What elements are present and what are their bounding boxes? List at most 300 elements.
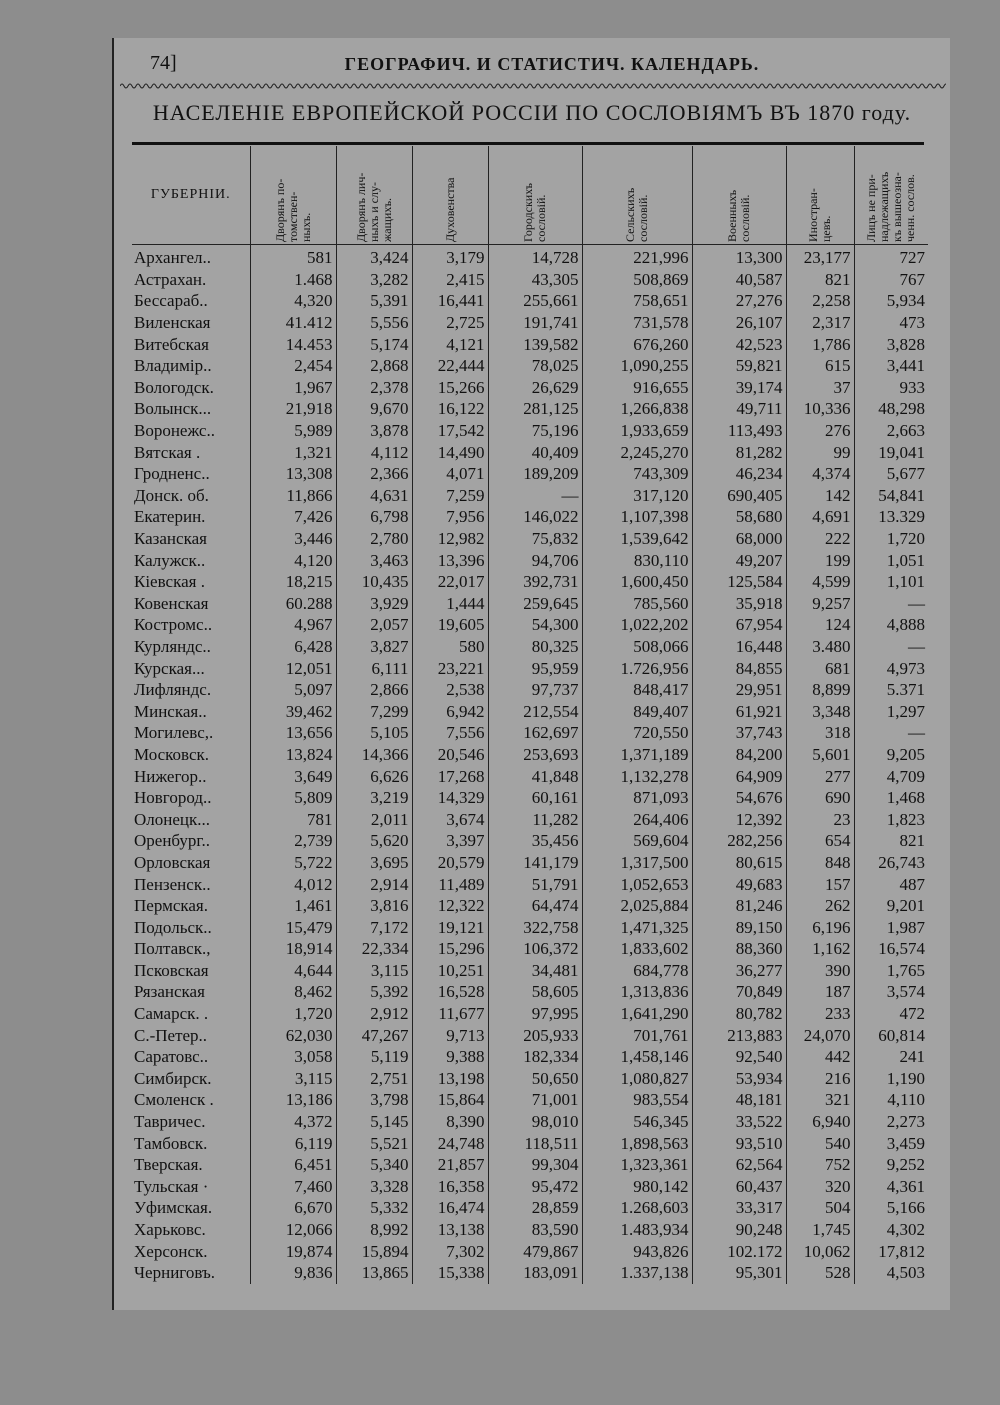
table-cell: 29,951 <box>692 679 786 701</box>
column-header-label: Военныхъ сословій. <box>725 189 752 242</box>
table-cell: 49,683 <box>692 873 786 895</box>
province-name: Кіевская . <box>134 572 205 592</box>
province-name: Калужск.. <box>134 550 206 570</box>
table-cell: 1,132,278 <box>582 765 692 787</box>
table-row <box>132 808 928 830</box>
table-cell: 70,849 <box>692 981 786 1003</box>
table-cell: 5,391 <box>336 290 412 312</box>
table-cell: 2,866 <box>336 679 412 701</box>
table-cell: 7,426 <box>250 506 336 528</box>
table-cell: — <box>854 722 928 744</box>
province-name: Вологодск. <box>134 377 214 397</box>
table-cell: 7,259 <box>412 485 488 507</box>
table-cell: 731,578 <box>582 312 692 334</box>
table-cell: 6,798 <box>336 506 412 528</box>
table-cell: 80,325 <box>488 636 582 658</box>
table-cell: 14,490 <box>412 441 488 463</box>
table-cell: 2,025,884 <box>582 895 692 917</box>
table-cell: 6,428 <box>250 636 336 658</box>
table-cell: 12,066 <box>250 1219 336 1241</box>
table-cell: 3,446 <box>250 528 336 550</box>
table-cell: 98,010 <box>488 1111 582 1133</box>
table-row <box>132 1176 928 1198</box>
table-cell: 191,741 <box>488 312 582 334</box>
table-cell: 5,119 <box>336 1046 412 1068</box>
table-cell: 580 <box>412 636 488 658</box>
table-cell: 4,361 <box>854 1176 928 1198</box>
table-cell: 12,982 <box>412 528 488 550</box>
table-cell: 785,560 <box>582 593 692 615</box>
table-row <box>132 245 928 269</box>
table-cell: 22,334 <box>336 938 412 960</box>
table-cell: 53,934 <box>692 1068 786 1090</box>
table-cell: 2,273 <box>854 1111 928 1133</box>
table-cell: 51,791 <box>488 873 582 895</box>
table-cell: 33,317 <box>692 1197 786 1219</box>
running-head: ГЕОГРАФИЧ. И СТАТИСТИЧ. КАЛЕНДАРЬ. <box>344 54 760 74</box>
table-cell: 1,461 <box>250 895 336 917</box>
table-cell: 64,474 <box>488 895 582 917</box>
table-cell: 2,378 <box>336 377 412 399</box>
table-row <box>132 506 928 528</box>
table-row <box>132 1262 928 1284</box>
table-cell: 1,458,146 <box>582 1046 692 1068</box>
table-row <box>132 398 928 420</box>
province-name: Бессараб.. <box>134 291 208 311</box>
table-cell: 3.480 <box>786 636 854 658</box>
table-cell: 39,462 <box>250 700 336 722</box>
table-cell: 6,196 <box>786 916 854 938</box>
table-cell: 26,107 <box>692 312 786 334</box>
table-cell: 13,198 <box>412 1068 488 1090</box>
table-row <box>132 593 928 615</box>
table-cell: 4,644 <box>250 960 336 982</box>
table-cell: 241 <box>854 1046 928 1068</box>
table-cell: 19,874 <box>250 1240 336 1262</box>
table-cell: 84,855 <box>692 657 786 679</box>
table-cell: 9,201 <box>854 895 928 917</box>
table-cell: 12,322 <box>412 895 488 917</box>
table-cell: 540 <box>786 1132 854 1154</box>
table-cell: 262 <box>786 895 854 917</box>
table-cell: 89,150 <box>692 916 786 938</box>
table-row <box>132 1240 928 1262</box>
province-name: Казанская <box>134 529 207 549</box>
province-name: Виленская <box>134 313 211 333</box>
table-cell: 139,582 <box>488 333 582 355</box>
table-cell: 7,556 <box>412 722 488 744</box>
table-cell: 9,713 <box>412 1024 488 1046</box>
table-cell: 221,996 <box>582 245 692 269</box>
table-cell: 830,110 <box>582 549 692 571</box>
table-cell: 701,761 <box>582 1024 692 1046</box>
province-name: Тульская · <box>134 1176 209 1196</box>
table-cell: 18,215 <box>250 571 336 593</box>
table-cell: 1,539,642 <box>582 528 692 550</box>
table-cell: 4,112 <box>336 441 412 463</box>
table-cell: 15,338 <box>412 1262 488 1284</box>
table-cell: 13.329 <box>854 506 928 528</box>
table-cell: 4,599 <box>786 571 854 593</box>
table-cell: 1,317,500 <box>582 852 692 874</box>
table-row <box>132 636 928 658</box>
table-header-row <box>132 146 928 245</box>
table-cell: 1,987 <box>854 916 928 938</box>
table-cell: 1,823 <box>854 808 928 830</box>
table-cell: 508,066 <box>582 636 692 658</box>
table-cell: 64,909 <box>692 765 786 787</box>
table-cell: 4,967 <box>250 614 336 636</box>
table-cell: 6,111 <box>336 657 412 679</box>
table-cell: 2,663 <box>854 420 928 442</box>
table-cell: 102.172 <box>692 1240 786 1262</box>
table-cell: 233 <box>786 1003 854 1025</box>
table-cell: 2,454 <box>250 355 336 377</box>
table-cell: 222 <box>786 528 854 550</box>
table-cell: 3,827 <box>336 636 412 658</box>
table-cell: 58,680 <box>692 506 786 528</box>
table-cell: 14.453 <box>250 333 336 355</box>
table-cell: 54,676 <box>692 787 786 809</box>
table-cell: 1,162 <box>786 938 854 960</box>
table-cell: 1,745 <box>786 1219 854 1241</box>
table-cell: 5,174 <box>336 333 412 355</box>
table-cell: 727 <box>854 245 928 269</box>
table-cell: 14,728 <box>488 245 582 269</box>
table-cell: 4,302 <box>854 1219 928 1241</box>
table-cell: 49,207 <box>692 549 786 571</box>
table-cell: 118,511 <box>488 1132 582 1154</box>
book-page <box>112 38 950 1310</box>
table-cell: 1,471,325 <box>582 916 692 938</box>
table-cell: 1,967 <box>250 377 336 399</box>
table-cell: 3,798 <box>336 1089 412 1111</box>
population-table <box>132 146 928 1284</box>
table-cell: 871,093 <box>582 787 692 809</box>
table-row <box>132 1046 928 1068</box>
table-cell: 7,460 <box>250 1176 336 1198</box>
table-cell: 34,481 <box>488 960 582 982</box>
page-header <box>114 52 950 82</box>
table-cell: 933 <box>854 377 928 399</box>
table-cell: 4,071 <box>412 463 488 485</box>
table-cell: 1,107,398 <box>582 506 692 528</box>
table-cell: 1.483,934 <box>582 1219 692 1241</box>
table-cell: 50,650 <box>488 1068 582 1090</box>
table-row <box>132 1111 928 1133</box>
table-cell: 255,661 <box>488 290 582 312</box>
table-cell: 67,954 <box>692 614 786 636</box>
table-cell: 1,765 <box>854 960 928 982</box>
table-cell: 6,626 <box>336 765 412 787</box>
table-cell: 125,584 <box>692 571 786 593</box>
province-name: Псковская <box>134 960 209 980</box>
province-name: Уфимская. <box>134 1198 213 1218</box>
table-cell: 95,472 <box>488 1176 582 1198</box>
table-row <box>132 765 928 787</box>
table-cell: 980,142 <box>582 1176 692 1198</box>
table-cell: 2,538 <box>412 679 488 701</box>
table-cell: 5,620 <box>336 830 412 852</box>
table-cell: 916,655 <box>582 377 692 399</box>
table-cell: 1,833,602 <box>582 938 692 960</box>
province-name: Самарск. . <box>134 1004 209 1024</box>
table-row <box>132 441 928 463</box>
table-cell: 2,725 <box>412 312 488 334</box>
table-cell: 528 <box>786 1262 854 1284</box>
table-cell: 60,437 <box>692 1176 786 1198</box>
table-row <box>132 549 928 571</box>
table-cell: 54,841 <box>854 485 928 507</box>
table-cell: 781 <box>250 808 336 830</box>
table-cell: 23,177 <box>786 245 854 269</box>
table-cell: 80,615 <box>692 852 786 874</box>
table-cell: 10,336 <box>786 398 854 420</box>
table-cell: 615 <box>786 355 854 377</box>
province-name: Тамбовск. <box>134 1133 208 1153</box>
table-cell: 11,866 <box>250 485 336 507</box>
table-cell: 113,493 <box>692 420 786 442</box>
table-cell: 15,479 <box>250 916 336 938</box>
table-cell: 20,579 <box>412 852 488 874</box>
table-cell: 189,209 <box>488 463 582 485</box>
table-cell: 7,299 <box>336 700 412 722</box>
table-row <box>132 528 928 550</box>
table-cell: 3,463 <box>336 549 412 571</box>
table-cell: 6,670 <box>250 1197 336 1219</box>
table-cell: 13,656 <box>250 722 336 744</box>
table-cell: 4,709 <box>854 765 928 787</box>
table-row <box>132 830 928 852</box>
table-cell: 61,921 <box>692 700 786 722</box>
table-cell: 849,407 <box>582 700 692 722</box>
table-cell: 317,120 <box>582 485 692 507</box>
province-name: Черниговъ. <box>134 1263 215 1283</box>
province-name: Волынск... <box>134 399 212 419</box>
table-body <box>132 245 928 1284</box>
table-row <box>132 1024 928 1046</box>
table-cell: 80,782 <box>692 1003 786 1025</box>
table-cell: 58,605 <box>488 981 582 1003</box>
table-cell: 17,268 <box>412 765 488 787</box>
table-cell: 24,748 <box>412 1132 488 1154</box>
table-cell: 60,161 <box>488 787 582 809</box>
table-cell: 821 <box>786 269 854 291</box>
table-cell: 16,122 <box>412 398 488 420</box>
table-cell: 16,358 <box>412 1176 488 1198</box>
table-cell: 95,301 <box>692 1262 786 1284</box>
table-cell: 3,816 <box>336 895 412 917</box>
table-cell: 472 <box>854 1003 928 1025</box>
table-cell: 1,080,827 <box>582 1068 692 1090</box>
table-cell: 13,300 <box>692 245 786 269</box>
table-row <box>132 1197 928 1219</box>
table-cell: 758,651 <box>582 290 692 312</box>
table-cell: 473 <box>854 312 928 334</box>
table-cell: 264,406 <box>582 808 692 830</box>
table-row <box>132 463 928 485</box>
table-cell: 321 <box>786 1089 854 1111</box>
column-header <box>412 146 488 245</box>
table-cell: 5,722 <box>250 852 336 874</box>
table-cell: 81,246 <box>692 895 786 917</box>
table-cell: 12,051 <box>250 657 336 679</box>
table-row <box>132 916 928 938</box>
province-name: Нижегор.. <box>134 766 207 786</box>
table-cell: 48,181 <box>692 1089 786 1111</box>
table-cell: 14,329 <box>412 787 488 809</box>
province-name: Новгород.. <box>134 788 212 808</box>
table-cell: 9,257 <box>786 593 854 615</box>
province-name: Подольск.. <box>134 917 212 937</box>
table-cell: 59,821 <box>692 355 786 377</box>
table-cell: 23 <box>786 808 854 830</box>
table-cell: 1,720 <box>854 528 928 550</box>
table-cell: 13,308 <box>250 463 336 485</box>
table-cell: 5,556 <box>336 312 412 334</box>
table-cell: 1,321 <box>250 441 336 463</box>
table-cell: 2,739 <box>250 830 336 852</box>
table-cell: 943,826 <box>582 1240 692 1262</box>
table-cell: 7,172 <box>336 916 412 938</box>
province-name: Херсонск. <box>134 1241 208 1261</box>
column-header-label: Духовенства <box>442 177 457 242</box>
table-cell: 5,166 <box>854 1197 928 1219</box>
table-cell: 54,300 <box>488 614 582 636</box>
table-cell: 15,864 <box>412 1089 488 1111</box>
table-cell: 40,587 <box>692 269 786 291</box>
table-row <box>132 679 928 701</box>
table-cell: 487 <box>854 873 928 895</box>
table-cell: 654 <box>786 830 854 852</box>
table-cell: 60.288 <box>250 593 336 615</box>
table-cell: 8,992 <box>336 1219 412 1241</box>
table-cell: 320 <box>786 1176 854 1198</box>
province-name: Симбирск. <box>134 1068 212 1088</box>
table-cell: 690,405 <box>692 485 786 507</box>
column-header <box>854 146 928 245</box>
table-cell: 752 <box>786 1154 854 1176</box>
table-cell: 4,888 <box>854 614 928 636</box>
table-cell: 4,973 <box>854 657 928 679</box>
table-cell: 17,542 <box>412 420 488 442</box>
table-row <box>132 1219 928 1241</box>
province-name: Пермская. <box>134 896 208 916</box>
table-cell: 2,780 <box>336 528 412 550</box>
table-cell: 1,190 <box>854 1068 928 1090</box>
table-row <box>132 938 928 960</box>
table-cell: 259,645 <box>488 593 582 615</box>
table-cell: 8,390 <box>412 1111 488 1133</box>
table-cell: 3,828 <box>854 333 928 355</box>
table-cell: — <box>854 593 928 615</box>
table-cell: 3,397 <box>412 830 488 852</box>
table-cell: 35,918 <box>692 593 786 615</box>
table-cell: 22,017 <box>412 571 488 593</box>
table-cell: 75,832 <box>488 528 582 550</box>
table-cell: 14,366 <box>336 744 412 766</box>
table-cell: 199 <box>786 549 854 571</box>
table-cell: 97,737 <box>488 679 582 701</box>
table-row <box>132 485 928 507</box>
table-cell: 16,474 <box>412 1197 488 1219</box>
table-cell: 142 <box>786 485 854 507</box>
table-row <box>132 355 928 377</box>
table-cell: 11,282 <box>488 808 582 830</box>
column-header-label: Дворянъ лич- ныхъ и слу- жащихъ. <box>353 172 394 242</box>
table-cell: 39,174 <box>692 377 786 399</box>
table-cell: 6,940 <box>786 1111 854 1133</box>
table-cell: 6,942 <box>412 700 488 722</box>
table-cell: 19,121 <box>412 916 488 938</box>
table-cell: — <box>488 485 582 507</box>
province-name: С.-Петер.. <box>134 1025 208 1045</box>
column-header-label: Иностран- цевъ. <box>806 188 833 242</box>
province-name: Ковенская <box>134 593 209 613</box>
table-cell: 676,260 <box>582 333 692 355</box>
table-cell: 157 <box>786 873 854 895</box>
table-cell: 7,302 <box>412 1240 488 1262</box>
column-header-label: Сельскихъ сословій. <box>623 187 650 242</box>
table-cell: 18,914 <box>250 938 336 960</box>
province-name: Тавричес. <box>134 1112 206 1132</box>
table-cell: 60,814 <box>854 1024 928 1046</box>
table-cell: 2,245,270 <box>582 441 692 463</box>
table-cell: 183,091 <box>488 1262 582 1284</box>
table-cell: 3,348 <box>786 700 854 722</box>
table-row <box>132 1003 928 1025</box>
table-row <box>132 852 928 874</box>
table-cell: 23,221 <box>412 657 488 679</box>
table-cell: 11,677 <box>412 1003 488 1025</box>
table-cell: 5,340 <box>336 1154 412 1176</box>
table-cell: 17,812 <box>854 1240 928 1262</box>
table-cell: 3,115 <box>336 960 412 982</box>
table-cell: 5,989 <box>250 420 336 442</box>
table-row <box>132 333 928 355</box>
table-cell: 43,305 <box>488 269 582 291</box>
table-cell: 1.268,603 <box>582 1197 692 1219</box>
table-cell: 49,711 <box>692 398 786 420</box>
table-cell: 5,332 <box>336 1197 412 1219</box>
table-cell: 216 <box>786 1068 854 1090</box>
table-cell: 1,720 <box>250 1003 336 1025</box>
table-cell: 5,392 <box>336 981 412 1003</box>
table-cell: 2,912 <box>336 1003 412 1025</box>
table-cell: 24,070 <box>786 1024 854 1046</box>
table-cell: 10,062 <box>786 1240 854 1262</box>
table-cell: 11,489 <box>412 873 488 895</box>
table-cell: 3,674 <box>412 808 488 830</box>
province-name: Могилевс,. <box>134 723 214 743</box>
table-cell: 88,360 <box>692 938 786 960</box>
table-row <box>132 981 928 1003</box>
table-cell: 3,328 <box>336 1176 412 1198</box>
column-header <box>786 146 854 245</box>
table-cell: 28,859 <box>488 1197 582 1219</box>
table-cell: 46,234 <box>692 463 786 485</box>
table-cell: 4,631 <box>336 485 412 507</box>
table-row <box>132 700 928 722</box>
table-cell: 99,304 <box>488 1154 582 1176</box>
table-cell: 442 <box>786 1046 854 1068</box>
province-name: Донск. об. <box>134 485 209 505</box>
table-cell: 19,041 <box>854 441 928 463</box>
table-cell: 9,670 <box>336 398 412 420</box>
column-header-label: Дворянъ по- томствен- ныхъ. <box>272 178 313 242</box>
table-cell: 84,200 <box>692 744 786 766</box>
province-name: Владимір.. <box>134 356 212 376</box>
